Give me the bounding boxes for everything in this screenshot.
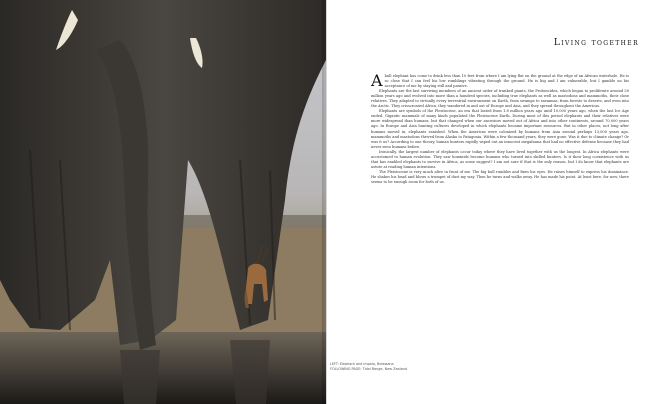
paragraph: The Pleistocene is very much alive in front of me. The big bull rumbles and fixes his eyes. He raises himself to express his dominance. He shakes his head and blows a trumpet of dust my way. Then he turns and walks away. He has made his point. At least here, for now, there seems to be enough room for both of us. xyxy=(371,169,629,184)
photo-caption xyxy=(330,362,450,371)
caption-line: LEFT: Elephant and impala, Botswana xyxy=(330,362,394,366)
paragraph: Elephants are symbols of the Pleistocene, an era that lasted from 1.8 million years ago until 10,000 years ago, when the last Ice Age ended. Gigantic mammals of many kinds populated the Pleistocene Earth. During most of this period elephants and their relatives were more widespread than humans, but that changed when our ancestors moved out of Africa and into other continents, around 70,000 years ago. In Europe and Asia hunting cultures developed in which elephants became important resources. But in other places, not long after humans moved in, elephants vanished. When the Americas were colonized by humans from Asia around perhaps 13,000 years ago, mammoths and mastodons thrived from Alaska to Patagonia. Within a few thousand years, they were gone. Was it due to climate change? Or was it us? According to one theory, human hunters rapidly wiped out an innocent megafauna that had no effective defense because they had never seen humans before. xyxy=(371,109,629,149)
paragraph: Ironically, the largest number of elephants occur today where they have lived together with us the longest. In Africa elephants were accustomed to human evolution. They saw hominids become humans who turned into skilled hunters. Is it their long coexistence with us that has enabled elephants to survive in Africa, as some suggest? I am not sure if that is the only reason, but I do know that elephants are astute at reading human intentions. xyxy=(371,149,629,169)
right-page xyxy=(326,0,650,404)
paragraph: Elephants are the last surviving members of an ancient order of trunked giants, the Proboscidea, which began to proliferate around 50 million years ago and evolved into more than a hundred species, including true elephants as well as mastodons and mammoths, their close relatives. They adapted to virtually every terrestrial environment on Earth, from swamps to savannas, from forests to deserts, and even into the Arctic. They crisscrossed Africa, they wandered in and out of Europe and Asia, and they spread throughout the Americas. xyxy=(371,89,629,109)
chapter-title: Living together xyxy=(553,38,639,48)
drop-cap: A xyxy=(371,71,383,90)
body-text xyxy=(371,71,629,185)
caption-line: FOLLOWING PAGE: Tidal Range, New Zealand xyxy=(330,366,407,371)
first-paragraph-text: bull elephant has come to drink less than 10 feet from where I am lying flat on the ground at the edge of an African waterhole. He is so close that I can feel his low rumblings vibrating through the ground. He is big and I am vulnerable, but I gamble on his acceptance of me by staying still and passive. xyxy=(384,74,629,89)
first-paragraph xyxy=(371,71,629,90)
